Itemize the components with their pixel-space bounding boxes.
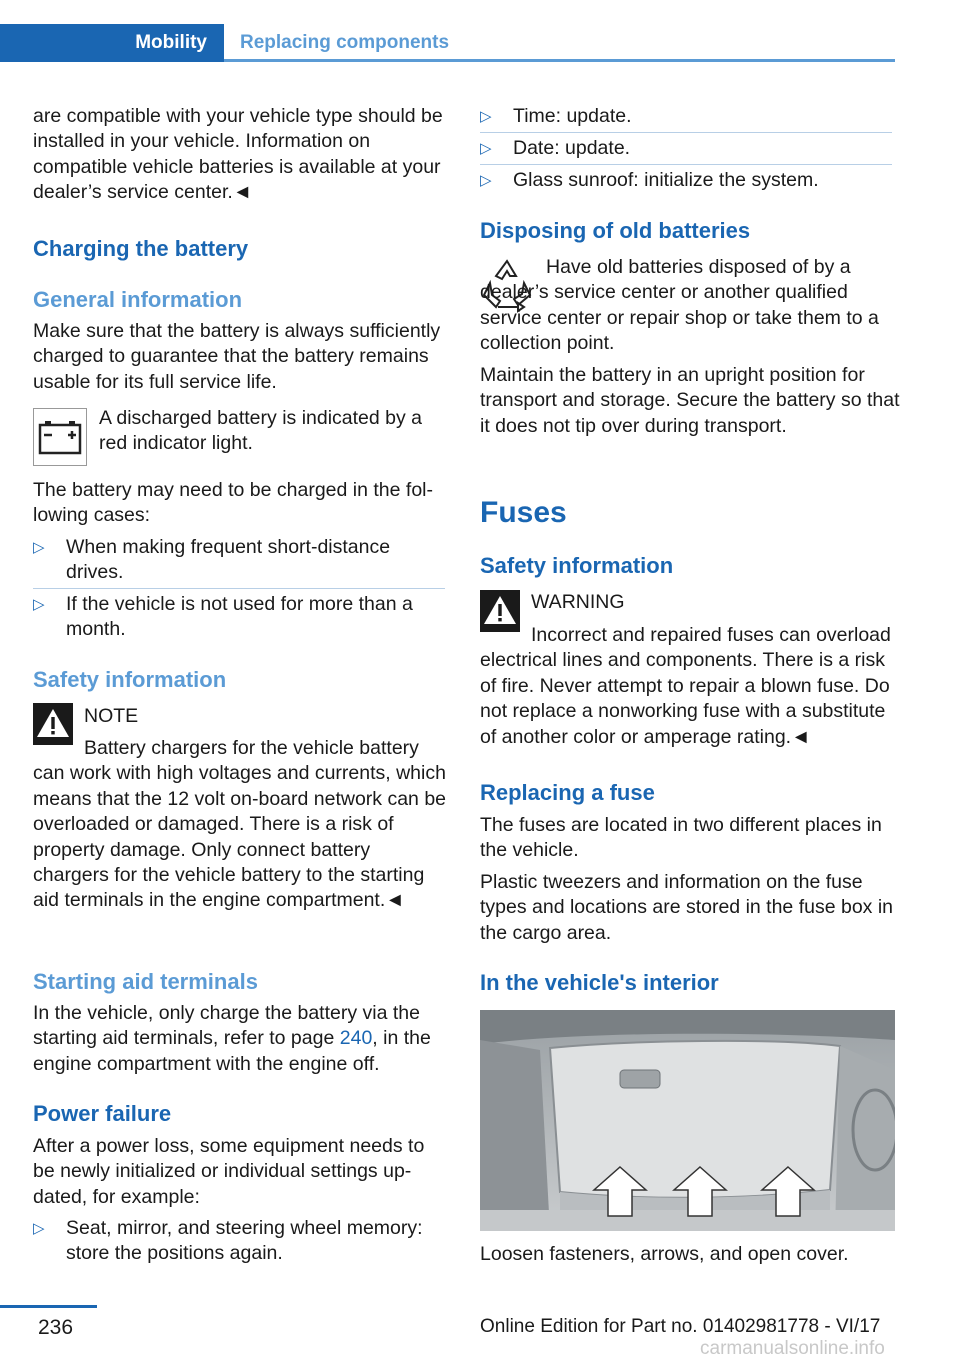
heading-fuses: Fuses xyxy=(480,496,567,529)
charging-cases-intro: The battery may need to be charged in the following cases: xyxy=(33,479,433,527)
triangle-bullet-icon: ▷ xyxy=(33,596,45,613)
heading-charging-battery: Charging the battery xyxy=(33,236,249,261)
divider xyxy=(33,588,445,589)
upright-text: Maintain the battery in an upright position for transport and storage. Secure the battery so that it does not tip over during transport. xyxy=(480,364,900,437)
divider xyxy=(480,132,892,133)
triangle-bullet-icon: ▷ xyxy=(480,140,492,157)
warning-label: WARNING xyxy=(531,591,625,613)
triangle-bullet-icon: ▷ xyxy=(33,1220,45,1237)
illustration-caption: Loosen fasteners, arrows, and open cover. xyxy=(480,1243,849,1265)
heading-starting-aid-terminals: Starting aid terminals xyxy=(33,969,258,994)
tweezers-text: Plastic tweezers and information on the fuse types and locations are stored in the fuse box in the cargo area. xyxy=(480,871,894,944)
section-tab: Mobility xyxy=(0,24,224,62)
page-number: 236 xyxy=(38,1316,74,1339)
heading-safety-information: Safety information xyxy=(33,667,227,692)
heading-vehicle-interior: In the vehicle's interior xyxy=(480,970,719,995)
page-reference-link[interactable]: 240 xyxy=(339,1027,373,1050)
triangle-bullet-icon: ▷ xyxy=(480,108,492,125)
power-failure-text: After a power loss, some equipment needs to be newly initialized or individual settings updated, for example: xyxy=(33,1135,425,1208)
list-item: ▷ When making frequent short-distance drives. xyxy=(33,536,391,584)
note-text: Battery chargers for the vehicle battery can work with high voltages and currents, which means that the 12 volt on-board network can be overloaded or damaged. There is a risk of property damage. Only connect battery chargers for the vehicle battery to the starting aid terminals in the engine compartment.◄ xyxy=(33,737,447,912)
replacing-text: The fuses are located in two different places in the vehicle. xyxy=(480,814,882,862)
interior-illustration xyxy=(480,1010,895,1231)
footer-rule xyxy=(0,1305,97,1308)
heading-fuses-safety-information: Safety information xyxy=(480,553,674,578)
list-item: ▷ Time: update. xyxy=(480,104,895,130)
heading-replacing-fuse: Replacing a fuse xyxy=(480,780,655,805)
edition-note: Online Edition for Part no. 01402981778 - VI/17 xyxy=(480,1316,881,1337)
list-item: ▷ Glass sunroof: initialize the system. xyxy=(480,168,895,194)
divider xyxy=(480,164,892,165)
intro-paragraph: are compatible with your vehicle type should be installed in your vehicle. Information on compatible vehicle batteries is available at your dealer’s service center.◄ xyxy=(33,105,443,204)
list-item: ▷ Seat, mirror, and steering wheel memory: store the positions again. xyxy=(33,1217,423,1265)
heading-power-failure: Power failure xyxy=(33,1101,172,1126)
triangle-bullet-icon: ▷ xyxy=(33,539,45,556)
battery-warning-icon xyxy=(33,408,87,466)
watermark: carmanualsonline.info xyxy=(700,1338,885,1359)
warning-text: Incorrect and repaired fuses can overload electrical lines and components. There is a risk of fire. Never attempt to repair a blown fuse. Do not replace a nonworking fuse with a substitute of another color or amperage rating.◄ xyxy=(480,624,891,748)
page-header xyxy=(0,24,960,62)
list-item: ▷ Date: update. xyxy=(480,136,895,162)
heading-disposing-batteries: Disposing of old batteries xyxy=(480,218,751,243)
triangle-bullet-icon: ▷ xyxy=(480,172,492,189)
header-rule xyxy=(224,59,895,62)
general-information-text: Make sure that the battery is always sufficiently charged to guarantee that the battery remains usable for its full service life. xyxy=(33,320,441,393)
starting-aid-text: In the vehicle, only charge the battery via the starting aid terminals, refer to page 240, in the engine compartment with the engine off. xyxy=(33,1002,431,1075)
subsection-tab: Replacing components xyxy=(240,32,450,53)
heading-general-information: General information xyxy=(33,287,243,312)
list-item: ▷ If the vehicle is not used for more than a month. xyxy=(33,593,413,641)
battery-indicator-text: A discharged battery is indicated by a red indicator light. xyxy=(99,407,423,455)
disposing-text: Have old batteries disposed of by a dealer’s service center or another qualified service center or repair shop or take them to a collection point. xyxy=(480,256,879,355)
note-label: NOTE xyxy=(84,705,139,727)
